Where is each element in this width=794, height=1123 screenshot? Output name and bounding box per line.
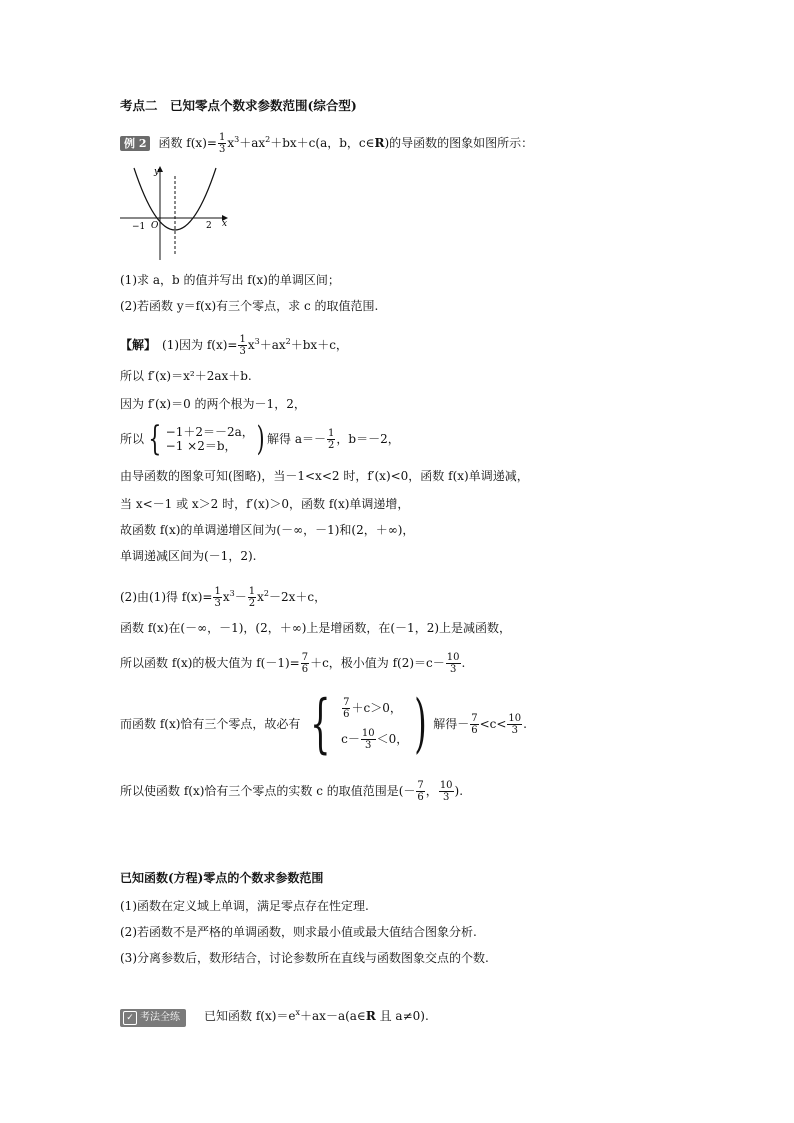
y-axis-label: y bbox=[154, 167, 160, 177]
section-title: 考点二 已知零点个数求参数范围(综合型) bbox=[120, 98, 357, 113]
solution-line-1: 【解】 (1)因为 f(x)= $\frac{1}{3}$ $x^3+ax^2+bx+c$， bbox=[120, 334, 348, 357]
derivative-graph bbox=[118, 162, 230, 262]
solution-line-2: 所以 f′(x)＝x²＋2ax＋b. bbox=[120, 369, 252, 383]
solution-line-12: 而函数 f(x)恰有三个零点，故必有 { $\frac{7}{6}$ ＋c＞0， c－ $\frac{10}{3}$ ＜0， ) 解得－ $\frac{7}{6}$ <c< $\frac{10}{3}$ . bbox=[120, 687, 527, 761]
example-intro: 例 2 函数 f(x)= $\frac{1}{3}$ $x^3+ax^2+bx+c(a$，b，c∈R)的导函数的图象如图所示： bbox=[120, 132, 533, 155]
solution-line-6: 当 x<－1 或 x＞2 时，f′(x)＞0，函数 f(x)单调递增， bbox=[120, 497, 410, 511]
solution-line-13: 所以使函数 f(x)恰有三个零点的实数 c 的取值范围是(－ $\frac{7}{6}$ ， $\frac{10}{3}$ ). bbox=[120, 780, 464, 803]
solution-line-3: 因为 f′(x)＝0 的两个根为－1，2， bbox=[120, 397, 306, 411]
solution-line-11: 所以函数 f(x)的极大值为 f(－1)= $\frac{7}{6}$ ＋c，极小值为 f(2)＝c－ $\frac{10}{3}$ . bbox=[120, 652, 466, 675]
origin-label: O bbox=[151, 221, 159, 231]
solution-line-5: 由导函数的图象可知(图略)，当－1<x<2 时，f′(x)<0，函数 f(x)单调递减， bbox=[120, 469, 529, 483]
question-2: (2)若函数 y＝f(x)有三个零点，求 c 的取值范围. bbox=[120, 299, 379, 313]
solution-label: 【解】 bbox=[120, 338, 151, 352]
two-label: 2 bbox=[206, 221, 212, 231]
solution-line-9: (2)由(1)得 f(x)= $\frac{1}{3}$ $x^3-$ $\frac{1}{2}$ $x^2-2x+c$， bbox=[120, 586, 327, 609]
summary-item-3: (3)分离参数后，数形结合，讨论参数所在直线与函数图象交点的个数. bbox=[120, 951, 489, 965]
practice-tag: ✓ 考法全练 bbox=[120, 1009, 186, 1027]
summary-item-1: (1)函数在定义域上单调，满足零点存在性定理. bbox=[120, 899, 369, 913]
check-icon: ✓ bbox=[123, 1011, 137, 1025]
question-1: (1)求 a，b 的值并写出 f(x)的单调区间； bbox=[120, 273, 340, 287]
solution-line-10: 函数 f(x)在(－∞，－1)，(2，＋∞)上是增函数，在(－1，2)上是减函数， bbox=[120, 621, 512, 635]
x-axis-label: x bbox=[222, 219, 228, 229]
solution-line-8: 单调递减区间为(－1，2). bbox=[120, 549, 257, 563]
summary-title: 已知函数(方程)零点的个数求参数范围 bbox=[120, 871, 324, 885]
example-badge: 例 2 bbox=[120, 136, 150, 151]
solution-line-7: 故函数 f(x)的单调递增区间为(－∞，－1)和(2，＋∞)， bbox=[120, 523, 415, 537]
summary-item-2: (2)若函数不是严格的单调函数，则求最小值或最大值结合图象分析. bbox=[120, 925, 477, 939]
practice-line: ✓ 考法全练 已知函数 $f(x)=e^x+ax-a(a\in R$ 且 a≠0). bbox=[120, 1008, 429, 1027]
neg-one-label: −1 bbox=[132, 222, 146, 232]
solution-line-4: 所以 { −1＋2＝－2a， −1 ×2＝b， ) 解得 a＝－ $\frac{1}{2}$ ，b＝－2， bbox=[120, 419, 400, 459]
